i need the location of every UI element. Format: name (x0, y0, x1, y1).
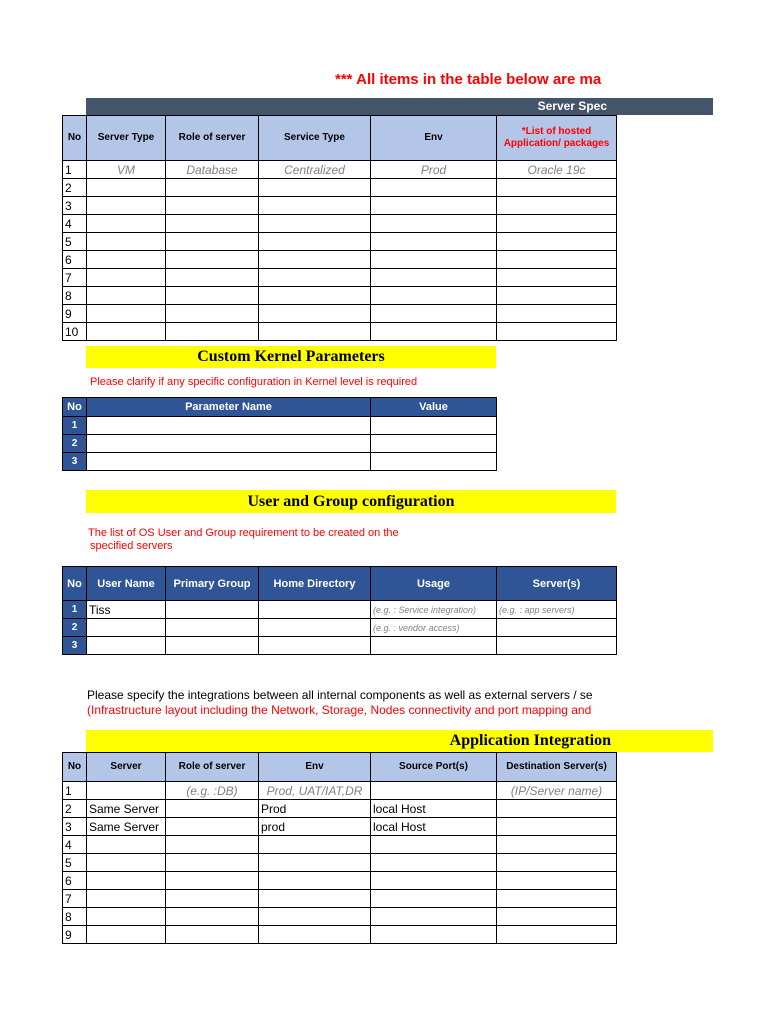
col-header-service-type: Service Type (259, 116, 371, 161)
row-number-cell: 4 (63, 215, 87, 233)
table-cell[interactable] (166, 287, 259, 305)
table-row (63, 287, 617, 305)
table-cell[interactable] (166, 197, 259, 215)
table-row (63, 637, 617, 655)
table-cell[interactable] (371, 435, 497, 453)
table-cell[interactable]: Database (166, 161, 259, 179)
user-group-header-row (63, 567, 617, 601)
table-row (63, 890, 617, 908)
table-cell[interactable] (259, 836, 371, 854)
table-cell[interactable] (87, 305, 166, 323)
table-cell[interactable]: Oracle 19c (497, 161, 617, 179)
table-cell[interactable] (497, 233, 617, 251)
table-cell[interactable] (259, 233, 371, 251)
row-number-cell: 1 (63, 782, 87, 800)
table-cell[interactable] (497, 872, 617, 890)
table-cell[interactable] (259, 305, 371, 323)
table-cell[interactable] (497, 836, 617, 854)
table-cell[interactable]: Tiss (87, 601, 166, 619)
table-cell[interactable] (497, 800, 617, 818)
table-cell[interactable]: local Host (371, 818, 497, 836)
col-header-no: No (63, 753, 87, 782)
table-cell[interactable] (87, 908, 166, 926)
table-cell[interactable] (371, 836, 497, 854)
row-number-cell: 8 (63, 908, 87, 926)
table-cell[interactable]: Prod (259, 800, 371, 818)
table-cell[interactable] (259, 854, 371, 872)
row-number-cell: 4 (63, 836, 87, 854)
table-row (63, 872, 617, 890)
col-header-role-of-server: Role of server (166, 116, 259, 161)
kernel-note: Please clarify if any specific configuration in Kernel level is required (90, 376, 418, 388)
kernel-table-wrap (62, 397, 497, 471)
table-cell[interactable] (371, 197, 497, 215)
table-cell[interactable] (371, 926, 497, 944)
table-cell[interactable] (166, 251, 259, 269)
table-cell[interactable] (166, 908, 259, 926)
table-cell[interactable] (497, 287, 617, 305)
table-cell[interactable] (259, 269, 371, 287)
integration-header-row (63, 753, 617, 782)
col-header-usage: Usage (371, 567, 497, 601)
table-cell[interactable] (371, 269, 497, 287)
table-cell[interactable] (87, 251, 166, 269)
table-row (63, 179, 617, 197)
table-cell[interactable] (166, 800, 259, 818)
table-row (63, 215, 617, 233)
row-number-cell: 2 (63, 179, 87, 197)
table-cell[interactable]: (e.g. : Service integration) (371, 601, 497, 619)
col-header-destination-servers: Destination Server(s) (497, 753, 617, 782)
row-number-cell: 2 (63, 800, 87, 818)
col-header-value: Value (371, 398, 497, 417)
server-spec-table (62, 115, 617, 341)
col-header-server: Server (87, 753, 166, 782)
kernel-header-row (63, 398, 497, 417)
table-cell[interactable] (259, 926, 371, 944)
table-cell[interactable] (259, 179, 371, 197)
table-cell[interactable] (87, 233, 166, 251)
table-row (63, 161, 617, 179)
server-spec-header-row (63, 116, 617, 161)
table-cell[interactable] (87, 417, 371, 435)
col-header-env: Env (259, 753, 371, 782)
user-group-table-wrap (62, 566, 617, 655)
table-cell[interactable] (497, 854, 617, 872)
table-row (63, 836, 617, 854)
row-number-cell: 8 (63, 287, 87, 305)
table-row (63, 435, 497, 453)
col-header-env: Env (371, 116, 497, 161)
table-row (63, 800, 617, 818)
table-cell[interactable] (259, 908, 371, 926)
table-cell[interactable] (371, 453, 497, 471)
table-cell[interactable] (259, 215, 371, 233)
mandatory-items-note: *** All items in the table below are ma (335, 71, 602, 88)
col-header-source-ports: Source Port(s) (371, 753, 497, 782)
table-row (63, 601, 617, 619)
table-cell[interactable] (166, 179, 259, 197)
row-number-cell: 7 (63, 269, 87, 287)
table-cell[interactable] (497, 179, 617, 197)
table-cell[interactable] (166, 926, 259, 944)
table-cell[interactable]: (e.g. : vendor access) (371, 619, 497, 637)
table-cell[interactable] (259, 890, 371, 908)
integration-section-bar (86, 730, 713, 752)
user-group-note-line2: specified servers (90, 540, 173, 552)
row-number-cell: 3 (63, 197, 87, 215)
server-spec-bar (86, 98, 713, 115)
table-cell[interactable] (87, 215, 166, 233)
table-cell[interactable] (87, 836, 166, 854)
table-cell[interactable] (371, 872, 497, 890)
row-number-cell: 3 (63, 818, 87, 836)
table-cell[interactable] (166, 890, 259, 908)
row-number-cell: 10 (63, 323, 87, 341)
table-cell[interactable] (497, 251, 617, 269)
row-number-cell: 1 (63, 161, 87, 179)
table-cell[interactable]: Prod, UAT/IAT,DR (259, 782, 371, 800)
table-row (63, 926, 617, 944)
table-cell[interactable] (497, 215, 617, 233)
table-row (63, 305, 617, 323)
table-cell[interactable] (259, 197, 371, 215)
table-cell[interactable] (497, 926, 617, 944)
table-row (63, 233, 617, 251)
table-row (63, 269, 617, 287)
col-header-no: No (63, 567, 87, 601)
table-cell[interactable] (259, 601, 371, 619)
col-header-no: No (63, 398, 87, 417)
table-cell[interactable] (371, 179, 497, 197)
user-group-section-title: User and Group configuration (86, 490, 616, 513)
table-cell[interactable] (497, 323, 617, 341)
table-cell[interactable] (497, 197, 617, 215)
table-cell[interactable] (87, 269, 166, 287)
table-cell[interactable] (87, 435, 371, 453)
table-cell[interactable] (87, 619, 166, 637)
row-number-cell: 3 (63, 453, 87, 471)
table-cell[interactable] (166, 323, 259, 341)
table-cell[interactable] (166, 872, 259, 890)
table-row (63, 251, 617, 269)
table-cell[interactable] (166, 637, 259, 655)
table-cell[interactable] (87, 854, 166, 872)
table-cell[interactable] (166, 619, 259, 637)
table-cell[interactable]: Same Server (87, 818, 166, 836)
table-cell[interactable] (497, 619, 617, 637)
user-group-note-line1: The list of OS User and Group requirement to be created on the (88, 527, 399, 539)
table-cell[interactable] (371, 782, 497, 800)
row-number-cell: 1 (63, 417, 87, 435)
table-cell[interactable] (497, 637, 617, 655)
server-spec-table-wrap (62, 115, 617, 341)
table-cell[interactable] (87, 287, 166, 305)
col-header-user-name: User Name (87, 567, 166, 601)
table-cell[interactable] (497, 305, 617, 323)
table-cell[interactable] (87, 323, 166, 341)
row-number-cell: 2 (63, 435, 87, 453)
table-cell[interactable] (371, 854, 497, 872)
row-number-cell: 1 (63, 601, 87, 619)
table-cell[interactable]: local Host (371, 800, 497, 818)
table-cell[interactable]: Centralized (259, 161, 371, 179)
table-cell[interactable] (371, 305, 497, 323)
table-cell[interactable] (87, 872, 166, 890)
row-number-cell: 5 (63, 233, 87, 251)
integration-table-wrap (62, 752, 617, 944)
table-cell[interactable] (259, 251, 371, 269)
col-header-role-of-server: Role of server (166, 753, 259, 782)
table-cell[interactable] (87, 197, 166, 215)
col-header-hosted-apps: *List of hosted Application/ packages (497, 116, 617, 161)
table-cell[interactable] (497, 818, 617, 836)
row-number-cell: 5 (63, 854, 87, 872)
table-cell[interactable] (166, 305, 259, 323)
table-cell[interactable] (371, 908, 497, 926)
table-row (63, 782, 617, 800)
table-cell[interactable] (87, 637, 166, 655)
table-row (63, 818, 617, 836)
table-cell[interactable] (166, 215, 259, 233)
table-cell[interactable] (87, 179, 166, 197)
table-cell[interactable] (87, 926, 166, 944)
table-cell[interactable] (259, 287, 371, 305)
col-header-primary-group: Primary Group (166, 567, 259, 601)
table-cell[interactable] (166, 854, 259, 872)
col-header-server-type: Server Type (87, 116, 166, 161)
row-number-cell: 9 (63, 305, 87, 323)
table-cell[interactable]: Same Server (87, 800, 166, 818)
table-cell[interactable] (371, 637, 497, 655)
table-cell[interactable] (87, 890, 166, 908)
table-cell[interactable] (259, 872, 371, 890)
table-cell[interactable] (497, 269, 617, 287)
table-cell[interactable]: prod (259, 818, 371, 836)
table-cell[interactable] (87, 453, 371, 471)
server-spec-title: Server Spec (537, 99, 607, 113)
kernel-section-title: Custom Kernel Parameters (86, 346, 496, 368)
table-cell[interactable] (259, 323, 371, 341)
row-number-cell: 3 (63, 637, 87, 655)
col-header-servers: Server(s) (497, 567, 617, 601)
table-cell[interactable] (166, 818, 259, 836)
row-number-cell: 6 (63, 251, 87, 269)
table-cell[interactable] (259, 619, 371, 637)
col-header-no: No (63, 116, 87, 161)
table-cell[interactable] (166, 269, 259, 287)
table-cell[interactable]: Prod (371, 161, 497, 179)
table-cell[interactable] (166, 836, 259, 854)
table-cell[interactable] (371, 215, 497, 233)
integration-section-title: Application Integration (449, 732, 611, 749)
col-header-parameter-name: Parameter Name (87, 398, 371, 417)
table-cell[interactable] (497, 890, 617, 908)
table-cell[interactable]: VM (87, 161, 166, 179)
table-cell[interactable] (371, 323, 497, 341)
col-header-home-directory: Home Directory (259, 567, 371, 601)
table-cell[interactable] (371, 233, 497, 251)
table-cell[interactable]: (IP/Server name) (497, 782, 617, 800)
table-cell[interactable]: (e.g. :DB) (166, 782, 259, 800)
kernel-table (62, 397, 497, 471)
row-number-cell: 6 (63, 872, 87, 890)
user-group-table (62, 566, 617, 655)
table-cell[interactable] (497, 908, 617, 926)
row-number-cell: 9 (63, 926, 87, 944)
table-row (63, 619, 617, 637)
table-row (63, 453, 497, 471)
table-cell[interactable] (87, 782, 166, 800)
table-cell[interactable]: (e.g. : app servers) (497, 601, 617, 619)
table-row (63, 417, 497, 435)
integration-table (62, 752, 617, 944)
table-row (63, 323, 617, 341)
integration-note-line2: (Infrastructure layout including the Network, Storage, Nodes connectivity and port mapping and (87, 703, 592, 717)
integration-note-line1: Please specify the integrations between all internal components as well as external servers / se (87, 688, 593, 702)
table-cell[interactable] (371, 287, 497, 305)
table-cell[interactable] (371, 417, 497, 435)
row-number-cell: 2 (63, 619, 87, 637)
table-cell[interactable] (166, 233, 259, 251)
row-number-cell: 7 (63, 890, 87, 908)
table-cell[interactable] (371, 890, 497, 908)
table-cell[interactable] (259, 637, 371, 655)
table-cell[interactable] (166, 601, 259, 619)
table-row (63, 854, 617, 872)
table-row (63, 197, 617, 215)
table-cell[interactable] (371, 251, 497, 269)
table-row (63, 908, 617, 926)
